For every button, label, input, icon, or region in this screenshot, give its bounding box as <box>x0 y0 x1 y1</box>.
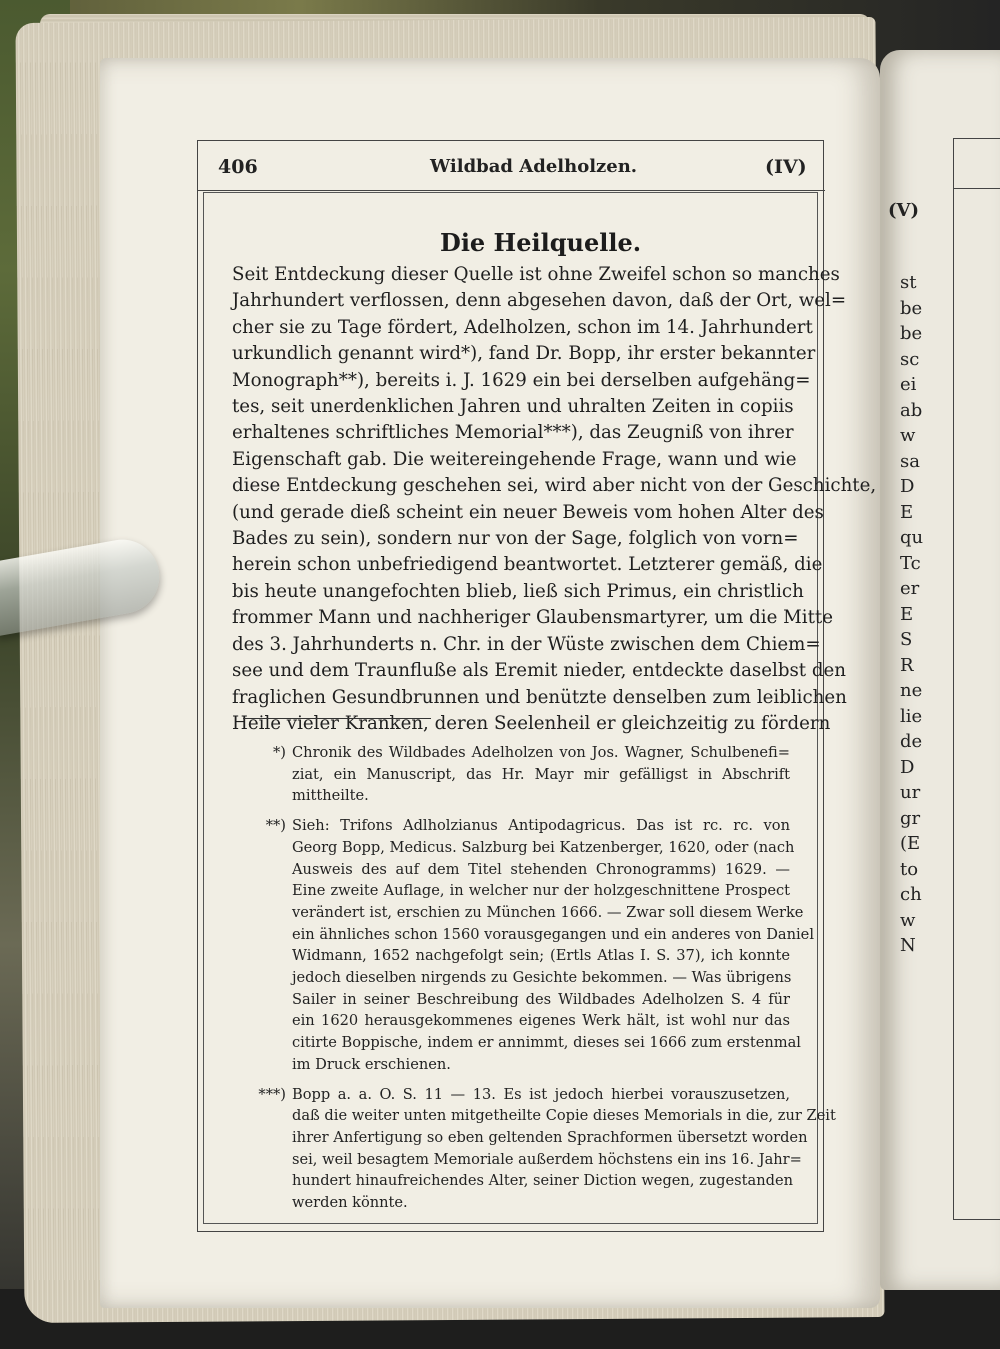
footnote-line: im Druck erschienen. <box>292 1055 451 1073</box>
body-line: frommer Mann und nachheriger Glaubensmartyrer, um die Mitte <box>232 607 833 629</box>
footnote-line: Ausweis des auf dem Titel stehenden Chronogramms) 1629. — <box>292 860 790 878</box>
right-page-frame <box>953 138 1000 1220</box>
footnotes <box>240 742 836 1222</box>
body-line: des 3. Jahrhunderts n. Chr. in der Wüste zwischen dem Chiem= <box>232 633 821 655</box>
footnote-line: sei, weil besagtem Memoriale außerdem höchstens ein ins 16. Jahr= <box>292 1150 802 1168</box>
body-line: (und gerade dieß scheint ein neuer Beweis vom hohen Alter des <box>232 501 824 523</box>
right-page-fragment: er <box>900 578 920 599</box>
footnote-line: ein 1620 herausgekommenes eigenes Werk hält, ist wohl nur das <box>292 1012 790 1030</box>
body-line: cher sie zu Tage fördert, Adelholzen, schon im 14. Jahrhundert <box>232 316 813 338</box>
footnote <box>240 1084 836 1214</box>
body-text <box>232 262 877 737</box>
body-line: urkundlich genannt wird*), fand Dr. Bopp, ihr erster bekannter <box>232 343 816 365</box>
right-page-header-rule <box>953 188 1000 189</box>
right-page-fragment: ch <box>900 884 922 905</box>
right-page-fragment: ei <box>900 374 917 395</box>
footnote-rule <box>243 718 431 719</box>
body-line: fraglichen Gesundbrunnen und benützte denselben zum leiblichen <box>232 686 847 708</box>
body-line: see und dem Traunfluße als Eremit nieder, entdeckte daselbst den <box>232 660 847 682</box>
right-page-fragment: D <box>900 756 915 778</box>
right-page-fragment: ab <box>900 399 923 421</box>
footnote-line: ein ähnliches schon 1560 vorausgegangen und ein anderes von Daniel <box>292 925 814 943</box>
footnote-line: ihrer Anfertigung so eben geltenden Sprachformen übersetzt worden <box>292 1128 808 1146</box>
right-page-fragment: (E <box>900 833 921 854</box>
right-page-fragment: Tc <box>900 552 921 574</box>
footnote-line: mittheilte. <box>292 787 369 805</box>
footnote-line: Eine zweite Auflage, in welcher nur der holzgeschnittene Prospect <box>292 882 790 900</box>
right-page-fragment: w <box>900 425 916 446</box>
footnote-line: Georg Bopp, Medicus. Salzburg bei Katzenberger, 1620, oder (nach <box>292 838 795 856</box>
footnote-mark: *) <box>273 744 286 761</box>
right-page-fragment: be <box>900 323 923 344</box>
footnote-line: Sieh: Trifons Adlholzianus Antipodagricus. Das ist rc. rc. von <box>292 817 790 835</box>
footnote-line: ziat, ein Manuscript, das Hr. Mayr mir gefälligst in Abschrift <box>292 765 790 783</box>
footnote <box>240 742 790 807</box>
right-page-fragment: w <box>900 909 916 931</box>
footnote-mark: ***) <box>258 1085 286 1103</box>
footnote-line: werden könnte. <box>292 1194 408 1212</box>
right-page-section: (V) <box>888 200 919 221</box>
section-heading: Die Heilquelle. <box>440 228 642 257</box>
right-page-fragment: E <box>900 501 914 523</box>
right-page-fragment: lie <box>900 705 923 727</box>
page-number: 406 <box>218 156 258 178</box>
right-page-fragment: N <box>900 935 916 956</box>
body-line: Heile vieler Kranken, deren Seelenheil er gleichzeitig zu fördern <box>232 712 831 734</box>
footnote-line: Chronik des Wildbades Adelholzen von Jos. Wagner, Schulbenefi= <box>292 744 790 761</box>
body-line: Eigenschaft gab. Die weitereingehende Frage, wann und wie <box>232 448 797 470</box>
right-page-fragment: to <box>900 858 919 880</box>
right-page-fragment: sa <box>900 450 920 472</box>
right-page-fragment: D <box>900 476 915 497</box>
right-page-fragment: ur <box>900 782 921 803</box>
section-marker: (IV) <box>765 156 807 178</box>
right-page-fragment: de <box>900 731 923 752</box>
footnote-line: Sailer in seiner Beschreibung des Wildbades Adelholzen S. 4 für <box>292 990 790 1008</box>
footnote-line: jedoch dieselben nirgends zu Gesichte bekommen. — Was übrigens <box>292 969 792 987</box>
footnote-mark: **) <box>265 817 286 835</box>
running-title: Wildbad Adelholzen. <box>430 156 638 177</box>
right-page-fragment: E <box>900 603 914 625</box>
body-line: erhaltenes schriftliches Memorial***), das Zeugniß von ihrer <box>232 422 794 444</box>
footnote-line: Widmann, 1652 nachgefolgt sein; (Ertls Atlas I. S. 37), ich konnte <box>292 947 790 965</box>
body-line: bis heute unangefochten blieb, ließ sich Primus, ein christlich <box>232 580 804 602</box>
header-rule <box>197 190 825 191</box>
footnote-line: citirte Boppische, indem er annimmt, dieses sei 1666 zum erstenmal <box>292 1034 801 1052</box>
body-line: Monograph**), bereits i. J. 1629 ein bei derselben aufgehäng= <box>232 369 811 391</box>
body-line: Jahrhundert verflossen, denn abgesehen davon, daß der Ort, wel= <box>232 290 847 312</box>
right-page-fragment: S <box>900 629 913 650</box>
body-line: tes, seit unerdenklichen Jahren und uhralten Zeiten in copiis <box>232 396 794 418</box>
footnote <box>240 815 814 1075</box>
body-line: herein schon unbefriedigend beantwortet. Letzterer gemäß, die <box>232 554 823 576</box>
footnote-line: verändert ist, erschien zu München 1666. — Zwar soll diesem Werke <box>292 903 804 921</box>
right-page-fragment: qu <box>900 527 924 548</box>
right-page-fragment: st <box>900 272 917 293</box>
right-page-fragment: gr <box>900 807 921 829</box>
footnote-line: hundert hinaufreichendes Alter, seiner Diction wegen, zugestanden <box>292 1172 793 1190</box>
footnote-line: daß die weiter unten mitgetheilte Copie dieses Memorials in die, zur Zeit <box>292 1107 836 1125</box>
right-page-fragment: ne <box>900 680 923 701</box>
footnote-line: Bopp a. a. O. S. 11 — 13. Es ist jedoch hierbei vorauszusetzen, <box>292 1085 790 1103</box>
right-page-fragment: sc <box>900 348 920 370</box>
body-line: Seit Entdeckung dieser Quelle ist ohne Zweifel schon so manches <box>232 264 840 285</box>
body-line: Bades zu sein), sondern nur von der Sage, folglich von vorn= <box>232 528 799 550</box>
right-page-fragment: R <box>900 654 914 676</box>
body-line: diese Entdeckung geschehen sei, wird aber nicht von der Geschichte, <box>232 475 877 497</box>
right-page-fragment: be <box>900 297 923 319</box>
